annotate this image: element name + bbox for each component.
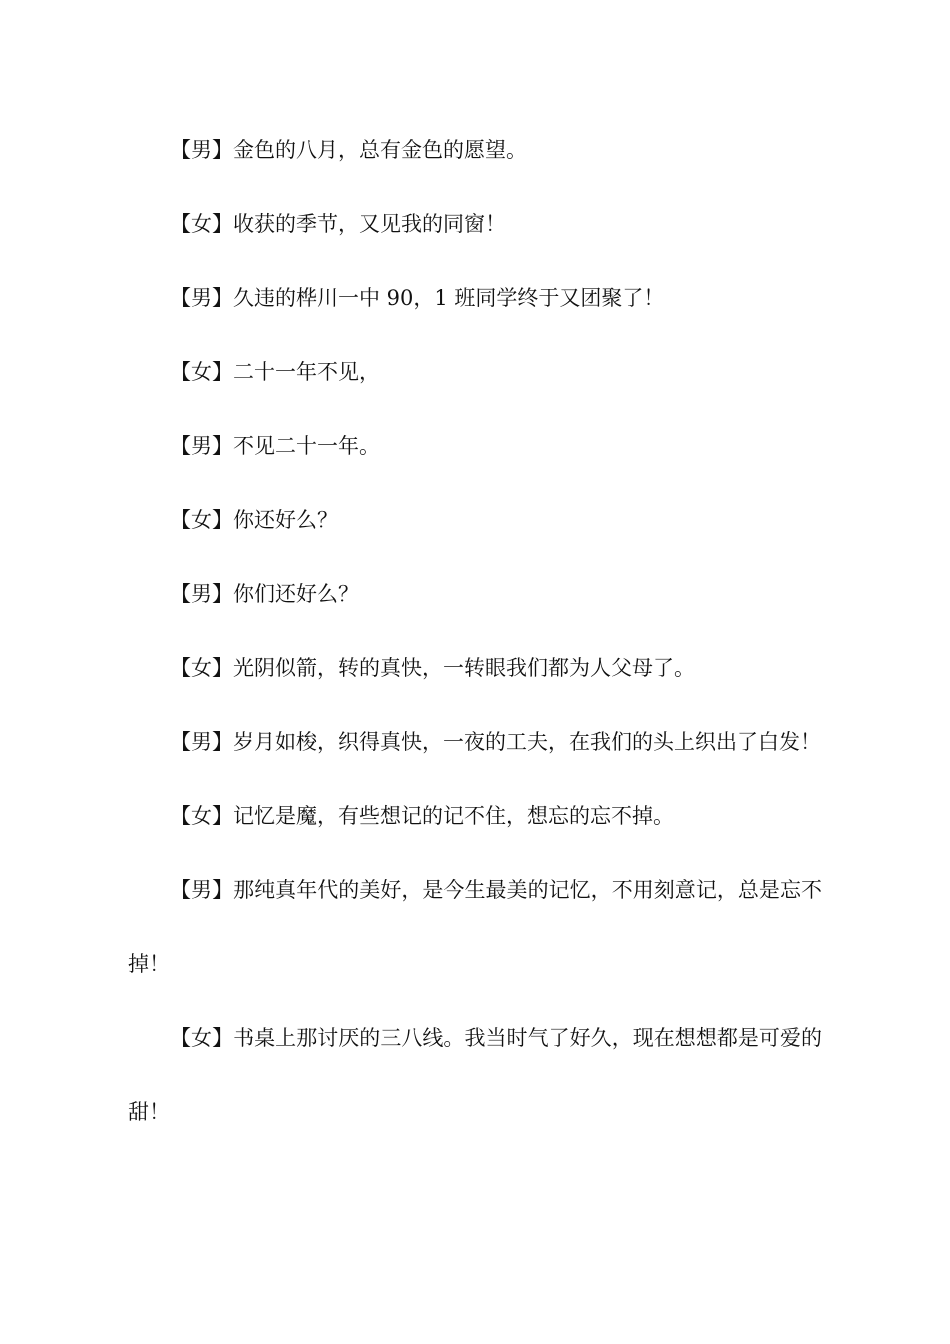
dialogue-line: 【男】不见二十一年。	[170, 434, 380, 458]
dialogue-line: 【男】久违的桦川一中 90，1 班同学终于又团聚了！	[170, 286, 665, 310]
dialogue-line: 【女】光阴似箭，转的真快，一转眼我们都为人父母了。	[170, 656, 695, 680]
dialogue-line: 【男】岁月如梭，织得真快，一夜的工夫，在我们的头上织出了白发！	[170, 730, 821, 754]
dialogue-line: 【男】金色的八月，总有金色的愿望。	[170, 138, 527, 162]
dialogue-line: 【男】那纯真年代的美好，是今生最美的记忆，不用刻意记，总是忘不掉！	[128, 878, 822, 976]
dialogue-line: 【男】你们还好么？	[170, 582, 359, 606]
dialogue-line: 【女】记忆是魔，有些想记的记不住，想忘的忘不掉。	[170, 804, 674, 828]
dialogue-line: 【女】二十一年不见，	[170, 360, 380, 384]
dialogue-line: 【女】书桌上那讨厌的三八线。我当时气了好久，现在想想都是可爱的甜！	[128, 1026, 822, 1124]
document-page	[128, 113, 822, 1149]
dialogue-line: 【女】你还好么？	[170, 508, 338, 532]
dialogue-line: 【女】收获的季节，又见我的同窗！	[170, 212, 506, 236]
